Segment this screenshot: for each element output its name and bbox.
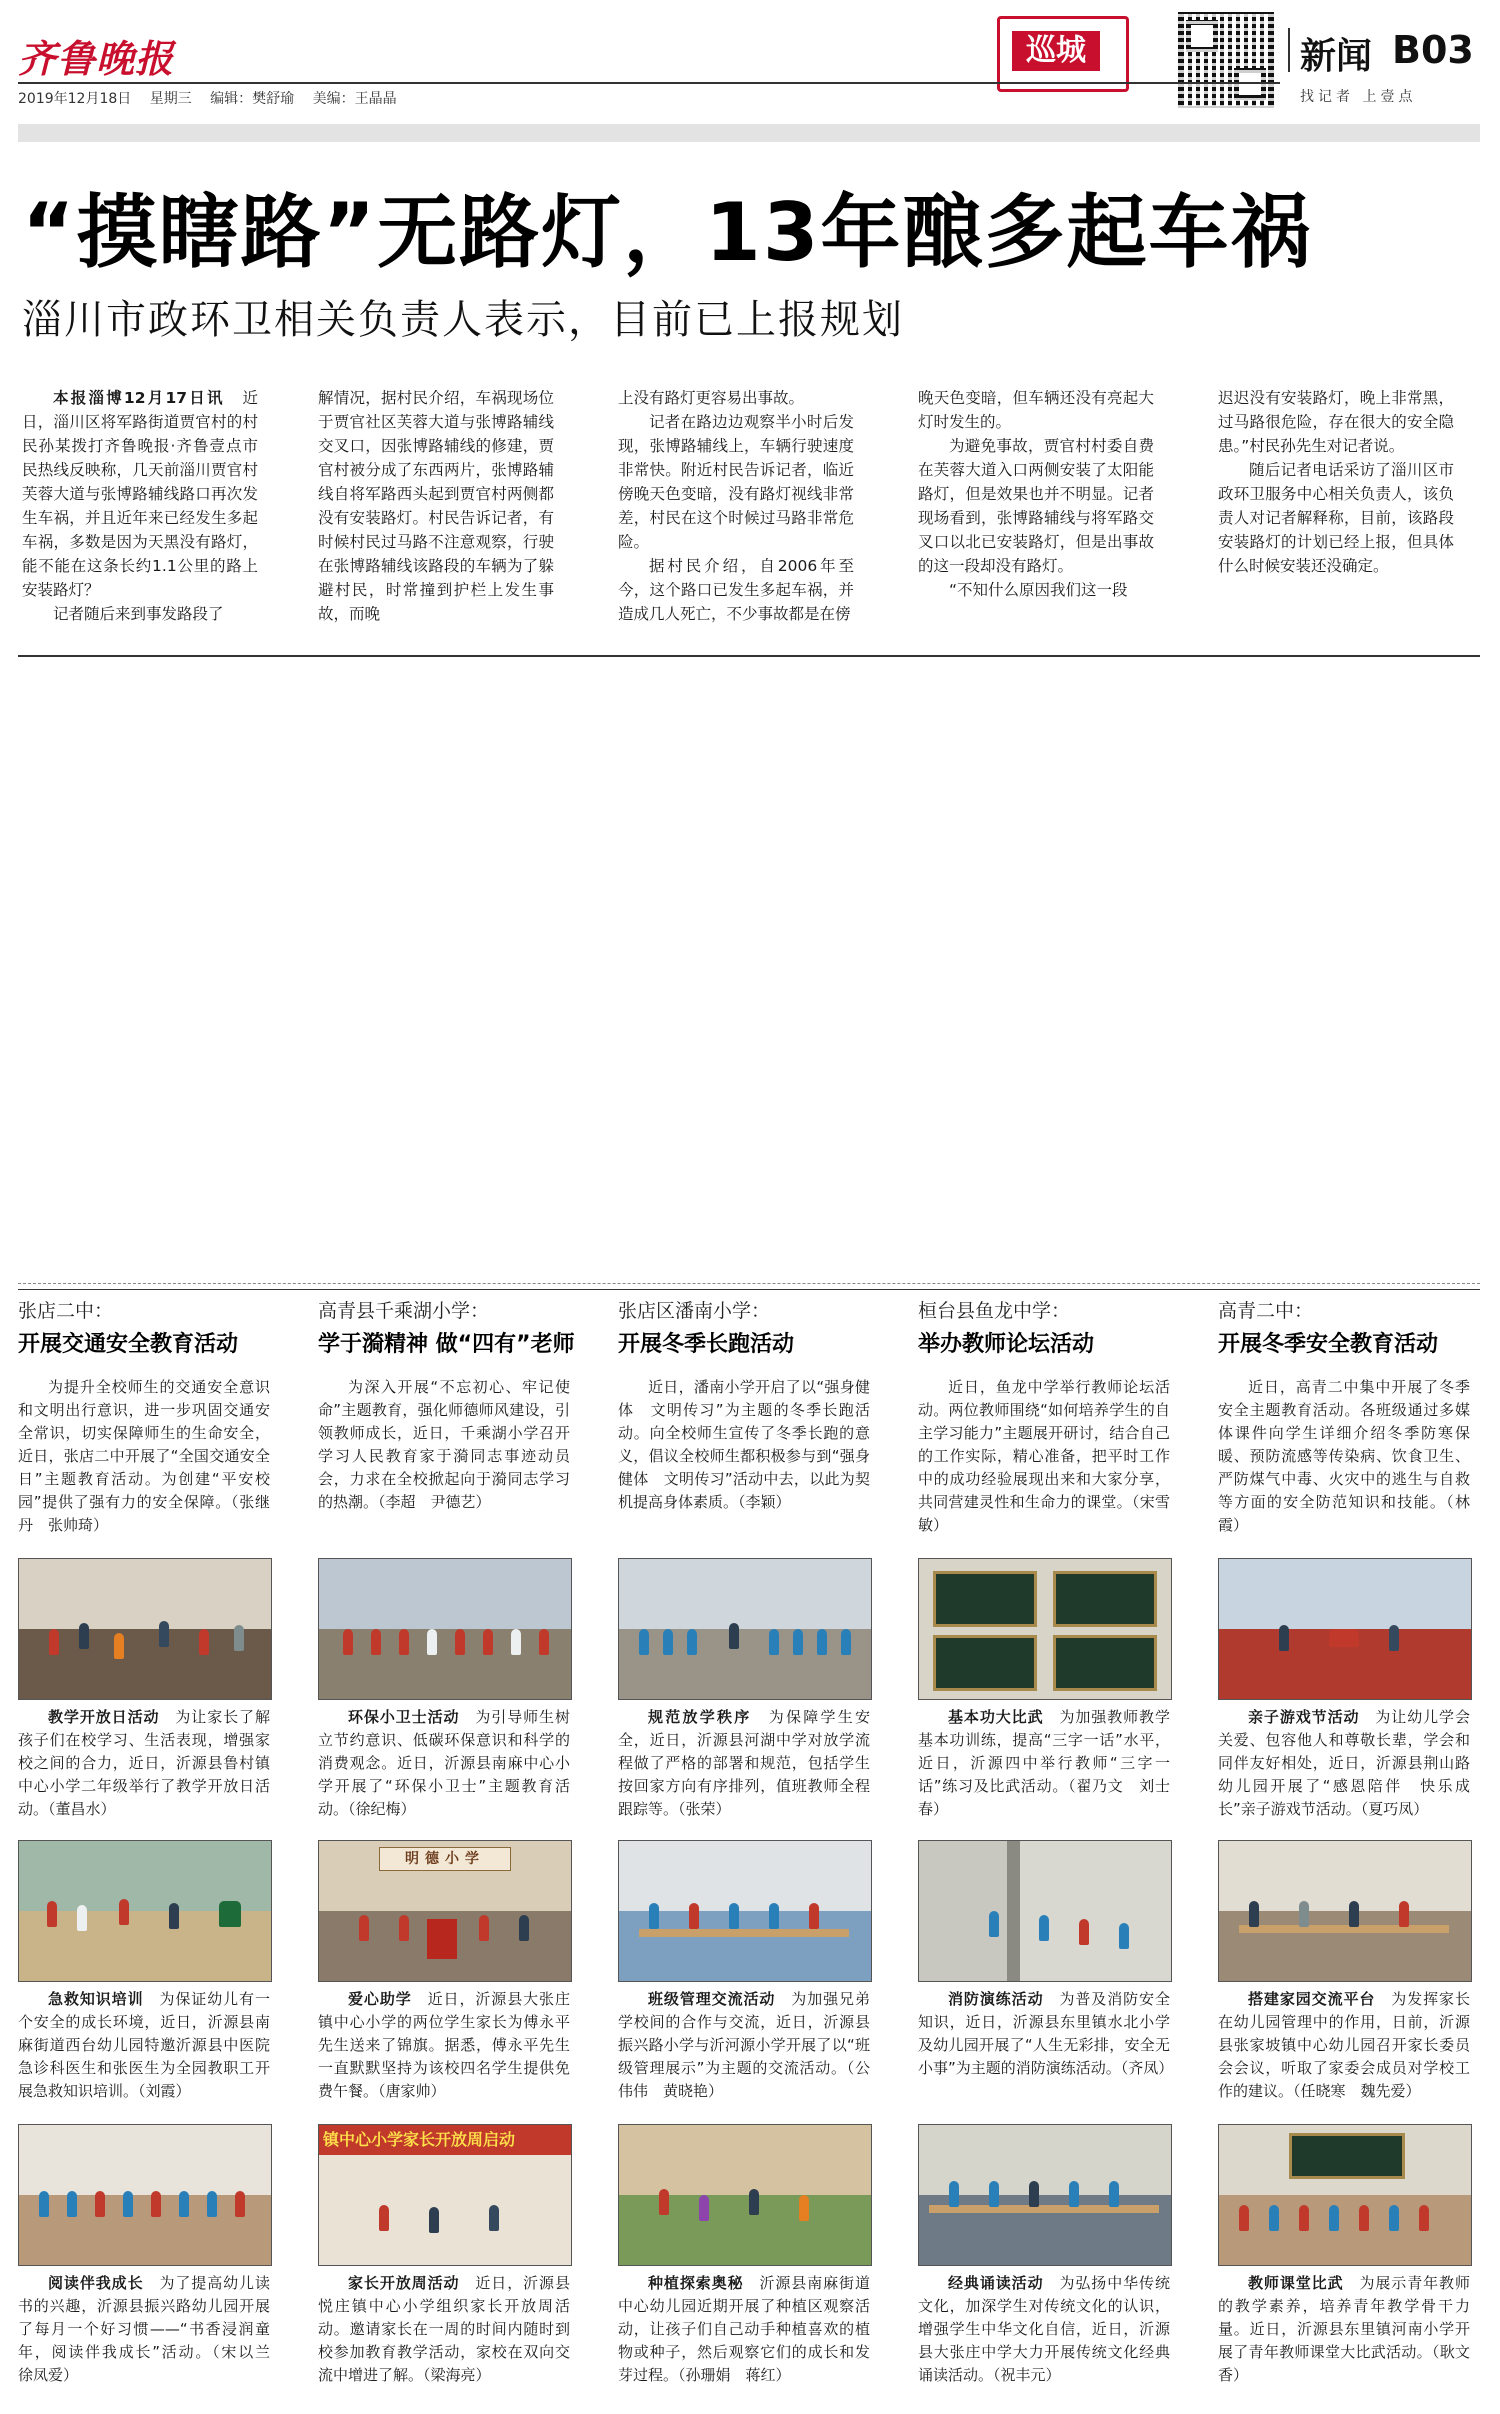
news-caption bbox=[18, 1988, 270, 2103]
section-badge bbox=[997, 16, 1129, 92]
section-divider-dashed bbox=[18, 1283, 1480, 1284]
article-column-1 bbox=[22, 386, 258, 626]
article-column-5 bbox=[1218, 386, 1454, 578]
news-school: 张店区潘南小学： bbox=[618, 1300, 771, 1322]
news-photo-assembly[interactable] bbox=[318, 1558, 572, 1700]
article-paragraph: 为避免事故，贾官村村委自费在芙蓉大道入口两侧安装了太阳能路灯，但是效果也并不明显。记者现场看到，张博路辅线与将军路交叉口以北已安装路灯，但是出事故的这一段却没有路灯。 bbox=[918, 437, 1154, 575]
news-caption bbox=[1218, 2272, 1470, 2387]
headline: “摸瞎路”无路灯，13年酿多起车祸 bbox=[22, 186, 1313, 279]
issue-date: 2019年12月18日 bbox=[18, 91, 132, 107]
caption-text: 为了提高幼儿读书的兴趣，沂源县振兴路幼儿园开展了每月一个好习惯——“书香浸润童年，阅读伴我成长”活动。（宋以兰 徐凤爱） bbox=[18, 2274, 286, 2384]
caption-text: 近日，沂源县大张庄镇中心小学的两位学生家长为傅永平先生送来了锦旗。据悉，傅永平先生一直默默坚持为该校四名学生提供免费午餐。（唐家帅） bbox=[318, 1990, 570, 2100]
photo-sign-banner: 镇中心小学家长开放周启动 bbox=[319, 2125, 572, 2155]
issue-weekday: 星期三 bbox=[149, 91, 192, 107]
news-photo-class-exchange[interactable] bbox=[618, 1840, 872, 1982]
news-school: 张店二中： bbox=[18, 1300, 114, 1322]
article-column-2 bbox=[318, 386, 554, 626]
caption-title: 教学开放日活动 bbox=[48, 1708, 160, 1726]
news-caption bbox=[918, 1988, 1174, 2080]
newspaper-logo: 齐鲁晚报 bbox=[18, 36, 175, 81]
caption-title: 规范放学秩序 bbox=[648, 1708, 752, 1726]
news-photo-first-aid[interactable] bbox=[18, 1840, 272, 1982]
issue-line bbox=[18, 88, 411, 108]
article-column-3 bbox=[618, 386, 854, 626]
news-title: 开展交通安全教育活动 bbox=[18, 1332, 239, 1357]
caption-title: 亲子游戏节活动 bbox=[1248, 1708, 1360, 1726]
page-number: B03 bbox=[1392, 28, 1474, 72]
caption-title: 基本功大比武 bbox=[948, 1708, 1044, 1726]
caption-title: 搭建家园交流平台 bbox=[1248, 1990, 1376, 2008]
article-paragraph: 据村民介绍，自2006年至今，这个路口已发生多起车祸，并造成几人死亡，不少事故都是在傍 bbox=[618, 557, 854, 623]
caption-text: 为展示青年教师的教学素养，培养青年教学骨干力量。近日，沂源县东里镇河南小学开展了青年教师课堂大比武活动。（耿文香） bbox=[1218, 2274, 1470, 2384]
caption-text: 为发挥家长在幼儿园管理中的作用，日前，沂源县张家坡镇中心幼儿园召开家长委员会会议，听取了家委会成员对学校工作的建议。（任晓寒 魏先爱） bbox=[1218, 1990, 1470, 2100]
caption-title: 爱心助学 bbox=[348, 1990, 412, 2008]
news-photo-parents-week[interactable] bbox=[318, 2124, 572, 2266]
news-photo-fire-drill[interactable] bbox=[918, 1840, 1172, 1982]
caption-text: 为保障学生安全，近日，沂源县河湖中学对放学流程做了严格的部署和规范，包括学生按回家方向有序排列，值班教师全程跟踪等。（张荣） bbox=[618, 1708, 870, 1818]
article-paragraph: 迟迟没有安装路灯，晚上非常黑，过马路很危险，存在很大的安全隐患。”村民孙先生对记者说。 bbox=[1218, 389, 1454, 455]
news-text: 为深入开展“不忘初心、牢记使命”主题教育，强化师德师风建设，引领教师成长，近日，千乘湖小学召开学习人民教育家于漪同志事迹动员会，力求在全校掀起向于漪同志学习的热潮。（李超 尹德艺） bbox=[318, 1378, 570, 1511]
section-badge-label: 巡城 bbox=[1012, 31, 1100, 71]
news-caption bbox=[918, 1706, 1170, 1821]
article-paragraph: 晚天色变暗，但车辆还没有亮起大灯时发生的。 bbox=[918, 389, 1154, 431]
news-text: 近日，潘南小学开启了以“强身健体 文明传习”为主题的冬季长跑活动。向全校师生宣传了冬季长跑的意义，倡议全校师生都积极参与到“强身健体 文明传习”活动中去，以此为契机提高身体素质。（李颖） bbox=[618, 1378, 870, 1511]
news-caption bbox=[18, 1706, 270, 1821]
news-photo-school-gate[interactable] bbox=[318, 1840, 572, 1982]
caption-text: 为加强兄弟学校间的合作与交流，近日，沂源县振兴路小学与沂河源小学开展了以“班级管理展示”为主题的交流活动。（公伟伟 黄晓艳） bbox=[618, 1990, 870, 2100]
news-photo-parents-meeting[interactable] bbox=[1218, 1840, 1472, 1982]
news-caption bbox=[318, 2272, 570, 2387]
article-paragraph: 记者在路边边观察半小时后发现，张博路辅线上，车辆行驶速度非常快。附近村民告诉记者，临近傍晚天色变暗，没有路灯视线非常差，村民在这个时候过马路非常危险。 bbox=[618, 413, 854, 551]
news-caption bbox=[618, 1988, 870, 2103]
caption-text: 近日，沂源县悦庄镇中心小学组织家长开放周活动。邀请家长在一周的时间内随时到校参加教育教学活动，家校在双向交流中增进了解。（梁海亮） bbox=[318, 2274, 570, 2384]
caption-text: 为引导师生树立节约意识、低碳环保意识和科学的消费观念。近日，沂源县南麻中心小学开展了“环保小卫士”主题教育活动。（徐纪梅） bbox=[318, 1708, 570, 1818]
news-photo-dismissal[interactable] bbox=[618, 1558, 872, 1700]
caption-title: 经典诵读活动 bbox=[948, 2274, 1044, 2292]
caption-title: 阅读伴我成长 bbox=[48, 2274, 144, 2292]
news-title: 开展冬季长跑活动 bbox=[618, 1332, 795, 1357]
caption-title: 家长开放周活动 bbox=[348, 2274, 460, 2292]
caption-text: 为加强教师教学基本功训练，提高“三字一话”水平，近日，沂源四中举行教师“三字一话”练习及比武活动。（翟乃文 刘士春） bbox=[918, 1708, 1170, 1818]
masthead-rule bbox=[18, 82, 1280, 84]
caption-text: 为让家长了解孩子们在校学习、生活表现，增强家校之间的合力，近日，沂源县鲁村镇中心小学二年级举行了教学开放日活动。（董昌水） bbox=[18, 1708, 270, 1818]
news-caption bbox=[1218, 1706, 1470, 1821]
news-column bbox=[918, 1296, 1170, 1537]
article-paragraph: “不知什么原因我们这一段 bbox=[949, 581, 1128, 599]
masthead-divider bbox=[1288, 28, 1290, 72]
news-column bbox=[318, 1296, 575, 1514]
caption-title: 种植探索奥秘 bbox=[648, 2274, 744, 2292]
article-dateline: 本报淄博12月17日讯 bbox=[53, 389, 225, 407]
caption-title: 班级管理交流活动 bbox=[648, 1990, 776, 2008]
masthead-band bbox=[18, 124, 1480, 142]
news-caption bbox=[1218, 1988, 1470, 2103]
article-paragraph: 上没有路灯更容易出事故。 bbox=[618, 389, 805, 407]
news-school: 高青二中： bbox=[1218, 1300, 1314, 1322]
news-text: 近日，高青二中集中开展了冬季安全主题教育活动。各班级通过多媒体课件向学生详细介绍冬季防寒保暖、预防流感等传染病、饮食卫生、严防煤气中毒、火灾中的逃生与自救等方面的安全防范知识和技能。（林霞） bbox=[1218, 1378, 1470, 1534]
news-caption bbox=[618, 2272, 870, 2387]
news-title: 学于漪精神 做“四有”老师 bbox=[318, 1332, 575, 1357]
caption-text: 为普及消防安全知识，近日，沂源县东里镇水北小学及幼儿园开展了“人生无彩排，安全无小事”为主题的消防演练活动。（齐凤） bbox=[918, 1990, 1174, 2077]
article-column-4 bbox=[918, 386, 1154, 602]
news-caption bbox=[618, 1706, 870, 1821]
photo-sign-school-gate: 明德小学 bbox=[379, 1847, 511, 1871]
issue-editor: 编辑：樊舒瑜 bbox=[210, 91, 295, 107]
news-text: 近日，鱼龙中学举行教师论坛活动。两位教师围绕“如何培养学生的自主学习能力”主题展开研讨，结合自己的工作实际，精心准备，把平时工作中的成功经验展现出来和大家分享，共同营建灵性和生命力的课堂。（宋雪敏） bbox=[918, 1378, 1170, 1534]
caption-text: 为让幼儿学会关爱、包容他人和尊敬长辈，学会和同伴友好相处，近日，沂源县荆山路幼儿园开展了“感恩陪伴 快乐成长”亲子游戏节活动。（夏巧凤） bbox=[1218, 1708, 1470, 1818]
news-title: 举办教师论坛活动 bbox=[918, 1332, 1095, 1357]
news-photo-teaching-contest[interactable] bbox=[1218, 2124, 1472, 2266]
article-paragraph: 随后记者电话采访了淄川区市政环卫服务中心相关负责人，该负责人对记者解释称，目前，该路段安装路灯的计划已经上报，但具体什么时候安装还没确定。 bbox=[1218, 461, 1454, 575]
news-caption bbox=[318, 1706, 570, 1821]
caption-text: 为弘扬中华传统文化，加深学生对传统文化的认识，增强学生中华文化自信，近日，沂源县大张庄中学大力开展传统文化经典诵读活动。（祝丰元） bbox=[918, 2274, 1170, 2384]
news-photo-blackboards[interactable] bbox=[918, 1558, 1172, 1700]
news-school: 桓台县鱼龙中学： bbox=[918, 1300, 1071, 1322]
news-column bbox=[18, 1296, 270, 1537]
news-title: 开展冬季安全教育活动 bbox=[1218, 1332, 1439, 1357]
news-photo-reading[interactable] bbox=[18, 2124, 272, 2266]
subheadline: 淄川市政环卫相关负责人表示，目前已上报规划 bbox=[22, 297, 904, 343]
caption-title: 消防演练活动 bbox=[948, 1990, 1044, 2008]
news-column bbox=[1218, 1296, 1470, 1537]
article-paragraph: 记者随后来到事发路段了 bbox=[53, 605, 224, 623]
news-photo-parent-child-game[interactable] bbox=[1218, 1558, 1472, 1700]
qr-code-texture bbox=[1178, 12, 1274, 108]
news-photo-planting[interactable] bbox=[618, 2124, 872, 2266]
news-photo-recitation[interactable] bbox=[918, 2124, 1172, 2266]
news-text: 为提升全校师生的交通安全意识和文明出行意识，进一步巩固交通安全常识，切实保障师生的生命安全，近日，张店二中开展了“全国交通安全日”主题教育活动。为创建“平安校园”提供了强有力的安全保障。（张继丹 张帅琦） bbox=[18, 1378, 270, 1534]
news-caption bbox=[918, 2272, 1170, 2387]
section-divider bbox=[18, 1289, 1480, 1290]
section-label: 新闻 bbox=[1300, 36, 1373, 77]
news-caption bbox=[318, 1988, 570, 2103]
article-paragraph: 近日，淄川区将军路街道贾官村的村民孙某拨打齐鲁晚报·齐鲁壹点市民热线反映称，几天前淄川贾官村芙蓉大道与张博路辅线路口再次发生车祸，并且近年来已经发生多起车祸，多数是因为天黑没有路灯，能不能在这条长约1.1公里的路上安装路灯？ bbox=[22, 389, 258, 599]
caption-title: 教师课堂比武 bbox=[1248, 2274, 1344, 2292]
news-photo-classroom[interactable] bbox=[18, 1558, 272, 1700]
issue-art-editor: 美编：王晶晶 bbox=[312, 91, 397, 107]
news-caption bbox=[18, 2272, 286, 2387]
news-school: 高青县千乘湖小学： bbox=[318, 1300, 490, 1322]
caption-title: 急救知识培训 bbox=[48, 1990, 144, 2008]
byline-right: 找记者 上壹点 bbox=[1300, 89, 1417, 105]
caption-text: 为保证幼儿有一个安全的成长环境，近日，沂源县南麻街道西台幼儿园特邀沂源县中医院急诊科医生和张医生为全园教职工开展急救知识培训。（刘霞） bbox=[18, 1990, 270, 2100]
article-paragraph: 解情况，据村民介绍，车祸现场位于贾官社区芙蓉大道与张博路辅线交叉口，因张博路辅线的修建，贾官村被分成了东西两片，张博路辅线自将军路西头起到贾官村两侧都没有安装路灯。村民告诉记者，有时候村民过马路不注意观察，行驶在张博路辅线该路段的车辆为了躲避村民，时常撞到护栏上发生事故，而晚 bbox=[318, 389, 554, 623]
caption-text: 沂源县南麻街道中心幼儿园近期开展了种植区观察活动，让孩子们自己动手种植喜欢的植物或种子，然后观察它们的成长和发芽过程。（孙珊娟 蒋红） bbox=[618, 2274, 870, 2384]
article-bottom-rule bbox=[18, 655, 1480, 657]
news-column bbox=[618, 1296, 870, 1514]
caption-title: 环保小卫士活动 bbox=[348, 1708, 460, 1726]
